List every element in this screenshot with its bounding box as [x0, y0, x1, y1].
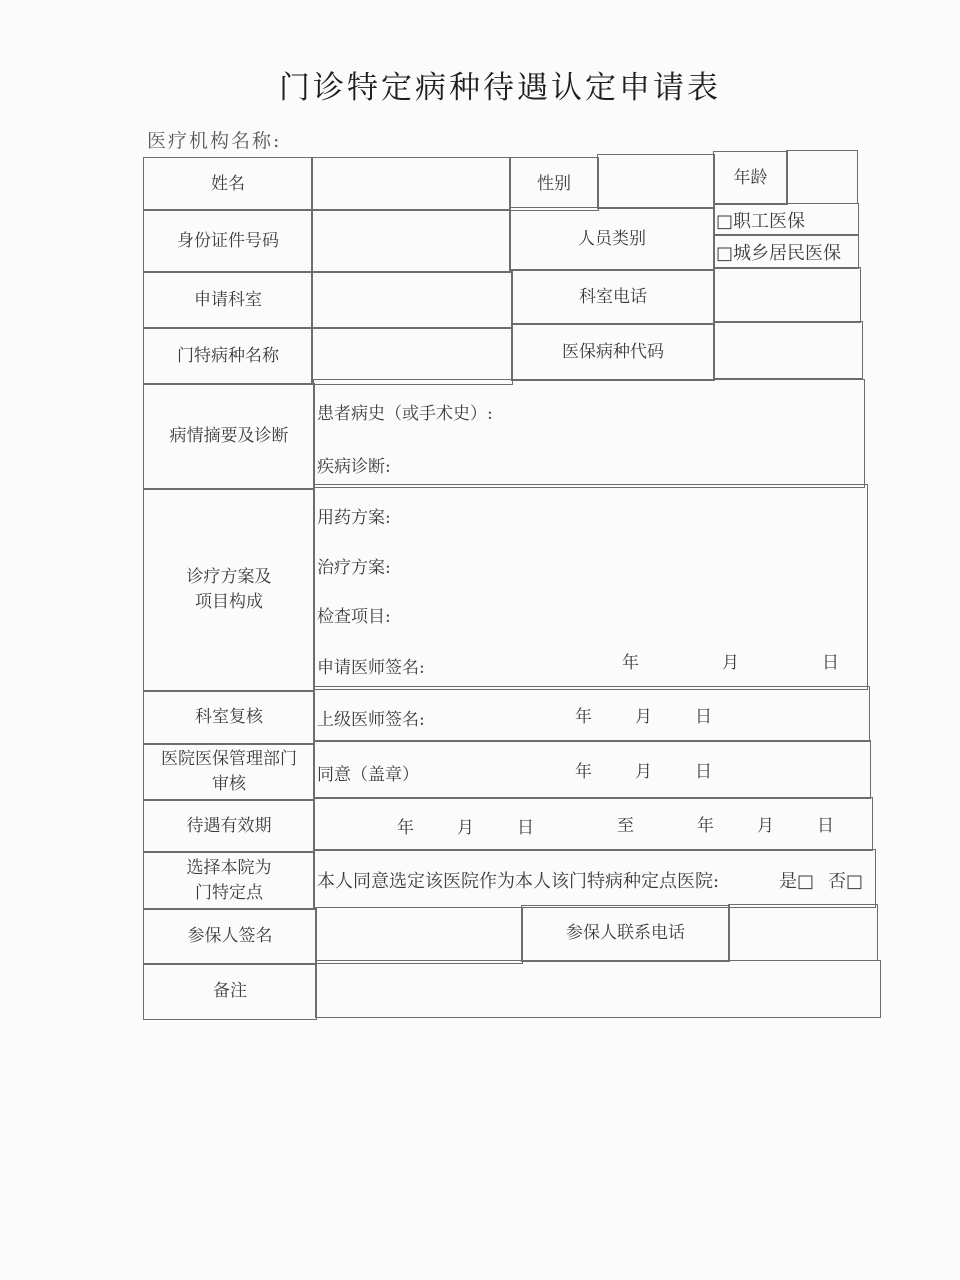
- dept-phone-field[interactable]: [713, 267, 861, 323]
- dept-phone-label: 科室电话: [511, 269, 715, 325]
- gender-label: 性别: [509, 157, 599, 211]
- designate-no-checkbox[interactable]: 否□: [828, 871, 864, 892]
- review-month: 月: [635, 707, 652, 727]
- id-number-field[interactable]: [311, 209, 511, 273]
- id-number-label: 身份证件号码: [143, 209, 313, 273]
- review-label: 科室复核: [143, 690, 315, 745]
- department-field[interactable]: [311, 271, 513, 329]
- insurance-dept-label: [143, 743, 315, 801]
- validity-year-start: 年: [397, 818, 414, 838]
- disease-name-label: 门特病种名称: [143, 327, 313, 385]
- institution-label: 医疗机构名称:: [147, 130, 282, 152]
- disease-name-field[interactable]: [311, 327, 513, 385]
- validity-year-end: 年: [697, 816, 714, 836]
- insurance-year: 年: [575, 762, 592, 782]
- designate-yes-checkbox[interactable]: 是□: [779, 871, 815, 892]
- checkbox-employee-insurance[interactable]: □职工医保: [713, 203, 859, 236]
- doctor-sign-label: 申请医师签名:: [317, 658, 425, 678]
- insured-sign-label: 参保人签名: [143, 908, 317, 965]
- name-label: 姓名: [143, 157, 313, 211]
- plan-day: 日: [822, 653, 839, 673]
- validity-month-start: 月: [457, 818, 474, 838]
- plan-label-line2: 项目构成: [195, 592, 263, 612]
- medication-label: 用药方案:: [317, 508, 391, 528]
- validity-label: 待遇有效期: [143, 799, 315, 853]
- insured-sign-field[interactable]: [315, 907, 523, 964]
- checkbox-resident-insurance[interactable]: □城乡居民医保: [713, 234, 859, 269]
- validity-day-start: 日: [517, 818, 534, 838]
- validity-to: 至: [617, 816, 634, 836]
- senior-doctor-sign-label: 上级医师签名:: [317, 710, 425, 730]
- age-label: 年龄: [713, 151, 788, 205]
- form-title: 门诊特定病种待遇认定申请表: [279, 70, 721, 106]
- history-label: 患者病史（或手术史）:: [317, 404, 493, 424]
- plan-year: 年: [622, 653, 639, 673]
- disease-code-label: 医保病种代码: [511, 323, 715, 381]
- disease-code-field[interactable]: [713, 321, 863, 379]
- diagnosis-label: 疾病诊断:: [317, 457, 391, 477]
- designate-label-line1: 选择本院为: [186, 857, 272, 878]
- review-year: 年: [575, 707, 592, 727]
- insurance-day: 日: [695, 762, 712, 782]
- designate-label-line2: 门特定点: [195, 882, 263, 903]
- insured-phone-field[interactable]: [728, 904, 878, 961]
- category-label: 人员类别: [509, 207, 715, 271]
- exams-label: 检查项目:: [317, 607, 391, 627]
- insurance-month: 月: [635, 762, 652, 782]
- insurance-dept-label-line1: 医院医保管理部门: [161, 749, 297, 769]
- summary-label: 病情摘要及诊断: [143, 383, 315, 490]
- summary-field[interactable]: [313, 379, 865, 488]
- department-label: 申请科室: [143, 271, 313, 329]
- remarks-label: 备注: [143, 963, 317, 1020]
- insured-phone-label: 参保人联系电话: [521, 905, 730, 962]
- insurance-dept-label-line2: 审核: [212, 774, 246, 794]
- gender-field[interactable]: [597, 154, 715, 209]
- agree-stamp-label: 同意（盖章）: [317, 765, 419, 785]
- name-field[interactable]: [311, 157, 511, 211]
- designate-label: [143, 851, 315, 910]
- treatment-label: 治疗方案:: [317, 558, 391, 578]
- validity-month-end: 月: [757, 816, 774, 836]
- plan-label: [143, 488, 315, 692]
- plan-label-line1: 诊疗方案及: [186, 567, 272, 587]
- designate-statement: 本人同意选定该医院作为本人该门特病种定点医院:: [317, 871, 720, 892]
- age-field[interactable]: [786, 150, 858, 204]
- review-day: 日: [695, 707, 712, 727]
- plan-month: 月: [722, 653, 739, 673]
- remarks-field[interactable]: [315, 960, 881, 1018]
- validity-day-end: 日: [817, 816, 834, 836]
